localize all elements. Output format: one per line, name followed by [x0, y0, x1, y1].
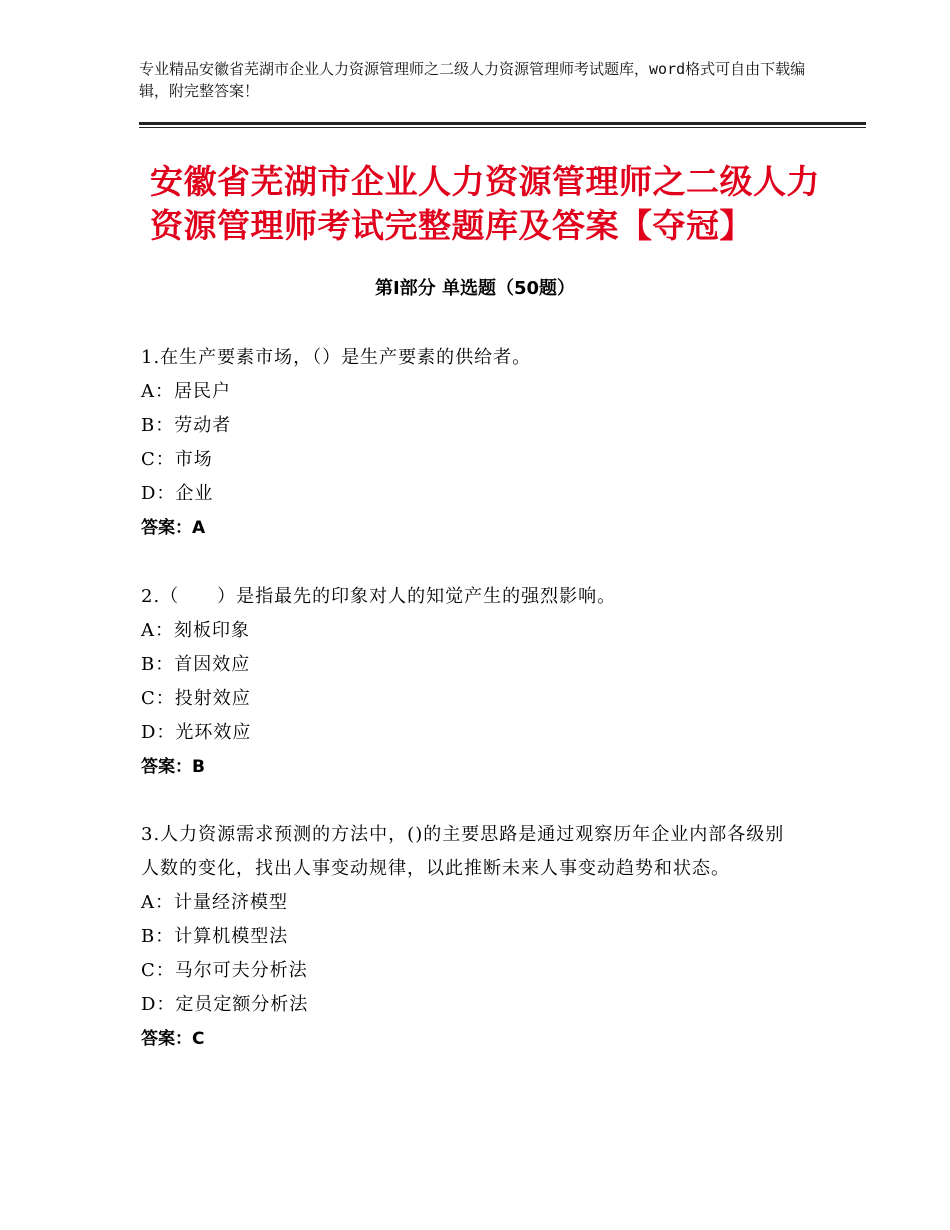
question-stem: 1.在生产要素市场，（）是生产要素的供给者。 [141, 347, 532, 368]
question-stem: 3.人力资源需求预测的方法中，()的主要思路是通过观察历年企业内部各级别人数的变化，找出人事变动规律，以此推断未来人事变动趋势和状态。 [141, 824, 785, 879]
header-rule-thick [139, 122, 866, 125]
answer: 答案：B [141, 757, 205, 777]
option-c: C：市场 [141, 449, 213, 470]
option-d: D：定员定额分析法 [141, 994, 309, 1015]
option-b: B：劳动者 [141, 415, 232, 436]
section-heading: 第Ⅰ部分 单选题（50题） [374, 278, 575, 299]
question-stem: 2.（ ）是指最先的印象对人的知觉产生的强烈影响。 [141, 586, 617, 607]
header-rule-thin [139, 127, 866, 128]
question-3 [141, 818, 801, 1056]
option-d: D：光环效应 [141, 722, 252, 743]
option-a: A：刻板印象 [141, 620, 250, 641]
option-d: D：企业 [141, 483, 214, 504]
answer: 答案：A [141, 518, 206, 538]
option-a: A：计量经济模型 [141, 892, 288, 913]
question-2 [141, 580, 821, 784]
answer: 答案：C [141, 1029, 205, 1049]
option-b: B：首因效应 [141, 654, 251, 675]
document-title: 安徽省芜湖市企业人力资源管理师之二级人力资源管理师考试完整题库及答案【夺冠】 [150, 162, 820, 245]
option-a: A：居民户 [141, 381, 231, 402]
option-c: C：投射效应 [141, 688, 251, 709]
question-1 [141, 341, 821, 545]
option-b: B：计算机模型法 [141, 926, 289, 947]
option-c: C：马尔可夫分析法 [141, 960, 308, 981]
header-note: 专业精品安徽省芜湖市企业人力资源管理师之二级人力资源管理师考试题库，word格式可自由下载编辑，附完整答案！ [139, 60, 806, 100]
